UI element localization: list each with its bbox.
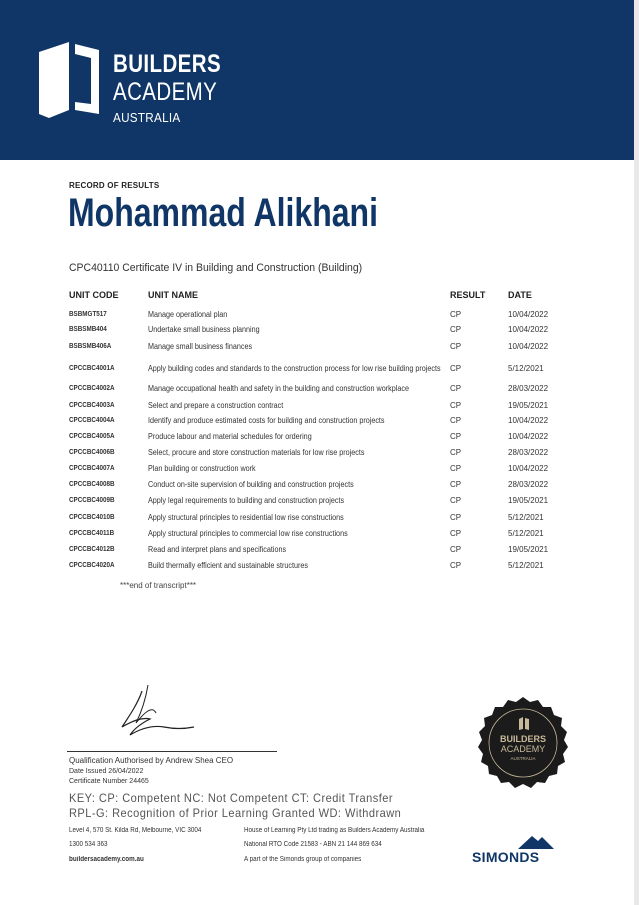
col-header-name: UNIT NAME [148,290,198,300]
table-row [0,384,634,396]
unit-name: Manage occupational health and safety in the building and construction workplace [148,384,409,393]
unit-code: CPCCBC4009B [69,497,115,504]
unit-date: 10/04/2022 [508,310,549,319]
unit-date: 10/04/2022 [508,342,549,351]
key-line-2: RPL-G: Recognition of Prior Learning Granted WD: Withdrawn [69,806,402,820]
unit-date: 5/12/2021 [508,561,544,570]
unit-name: Apply structural principles to commercial low rise constructions [148,529,348,538]
unit-name: Identify and produce estimated costs for building and construction projects [148,416,385,425]
unit-name: Undertake small business planning [148,325,260,334]
unit-code: BSBSMB404 [69,326,107,333]
simonds-logo-icon [472,833,554,849]
unit-result: CP [450,432,462,441]
brand-name-line3: AUSTRALIA [113,110,181,125]
seal-text-1: BUILDERS [499,734,547,744]
unit-name: Apply building codes and standards to the construction process for low rise building projects [148,364,441,373]
key-line-1: KEY: CP: Competent NC: Not Competent CT: Credit Transfer [69,791,393,805]
official-seal-icon [473,695,573,795]
unit-result: CP [450,448,462,457]
unit-name: Apply structural principles to residential low rise constructions [148,513,344,522]
unit-code: CPCCBC4002A [69,385,115,392]
unit-date: 19/05/2021 [508,401,549,410]
unit-result: CP [450,364,462,373]
unit-code: CPCCBC4004A [69,417,115,424]
unit-name: Plan building or construction work [148,464,256,473]
footer-rto: National RTO Code 21583 - ABN 21 144 869 634 [244,841,382,848]
unit-name: Apply legal requirements to building and construction projects [148,496,345,505]
signature-icon [112,683,197,743]
unit-code: CPCCBC4011B [69,530,115,537]
record-label: RECORD OF RESULTS [69,181,160,190]
table-row [0,342,634,354]
authorised-by: Qualification Authorised by Andrew Shea CEO [69,756,234,765]
unit-name: Manage small business finances [148,342,253,351]
unit-result: CP [450,496,462,505]
unit-code: CPCCBC4003A [69,402,115,409]
brand-name-line2: ACADEMY [113,78,218,106]
table-row [0,464,634,476]
unit-result: CP [450,384,462,393]
unit-code: CPCCBC4010B [69,514,115,521]
page-edge [634,0,639,905]
table-row [0,448,634,460]
unit-result: CP [450,325,462,334]
unit-code: CPCCBC4008B [69,481,115,488]
table-row [0,432,634,444]
footer-phone: 1300 534 363 [69,841,108,848]
unit-code: BSBSMB406A [69,343,112,350]
unit-name: Produce labour and material schedules for ordering [148,432,312,441]
qualification-title: CPC40110 Certificate IV in Building and Construction (Building) [69,262,363,274]
unit-code: CPCCBC4007A [69,465,115,472]
table-row [0,416,634,428]
table-row [0,496,634,508]
table-row [0,529,634,541]
footer-website: buildersacademy.com.au [69,856,144,863]
unit-date: 10/04/2022 [508,416,549,425]
unit-code: CPCCBC4020A [69,562,115,569]
student-name: Mohammad Alikhani [68,191,378,235]
unit-code: CPCCBC4012B [69,546,115,553]
unit-result: CP [450,513,462,522]
unit-name: Build thermally efficient and sustainable structures [148,561,308,570]
simonds-wordmark: SIMONDS [472,849,540,865]
unit-date: 28/03/2022 [508,384,549,393]
unit-date: 10/04/2022 [508,432,549,441]
unit-date: 5/12/2021 [508,529,544,538]
end-of-transcript-note: ***end of transcript*** [120,581,197,590]
unit-code: CPCCBC4005A [69,433,115,440]
unit-name: Select and prepare a construction contract [148,401,284,410]
table-row [0,364,634,376]
unit-result: CP [450,342,462,351]
signature-line [67,751,277,752]
footer-company: House of Learning Pty Ltd trading as Builders Academy Australia [244,827,425,834]
col-header-date: DATE [508,290,532,300]
table-row [0,401,634,413]
certificate-number: Certificate Number 24465 [69,778,149,785]
unit-date: 28/03/2022 [508,480,549,489]
unit-date: 5/12/2021 [508,364,544,373]
unit-result: CP [450,480,462,489]
unit-code: BSBMGT517 [69,311,107,318]
brand-name-line1: BUILDERS [113,50,222,78]
header-banner [0,0,634,160]
unit-code: CPCCBC4006B [69,449,115,456]
unit-result: CP [450,561,462,570]
unit-date: 28/03/2022 [508,448,549,457]
unit-name: Conduct on-site supervision of building and construction projects [148,480,354,489]
unit-name: Read and interpret plans and specifications [148,545,287,554]
unit-result: CP [450,464,462,473]
builders-academy-logo-icon [37,40,103,120]
unit-date: 19/05/2021 [508,496,549,505]
unit-result: CP [450,416,462,425]
col-header-code: UNIT CODE [69,290,119,300]
table-row [0,561,634,573]
unit-name: Manage operational plan [148,310,228,319]
unit-date: 19/05/2021 [508,545,549,554]
seal-text-2: ACADEMY [500,744,546,754]
footer-address: Level 4, 570 St. Kilda Rd, Melbourne, VIC 3004 [69,827,202,834]
table-row [0,513,634,525]
col-header-result: RESULT [450,290,486,300]
table-row [0,325,634,337]
table-row [0,545,634,557]
unit-result: CP [450,529,462,538]
unit-code: CPCCBC4001A [69,365,115,372]
table-row [0,480,634,492]
unit-result: CP [450,401,462,410]
footer-group: A part of the Simonds group of companies [244,856,362,863]
seal-text-3: AUSTRALIA [510,756,536,761]
date-issued: Date Issued 26/04/2022 [69,768,144,775]
unit-date: 5/12/2021 [508,513,544,522]
unit-result: CP [450,310,462,319]
unit-result: CP [450,545,462,554]
table-row [0,310,634,322]
unit-date: 10/04/2022 [508,325,549,334]
unit-name: Select, procure and store construction materials for low rise projects [148,448,365,457]
unit-date: 10/04/2022 [508,464,549,473]
